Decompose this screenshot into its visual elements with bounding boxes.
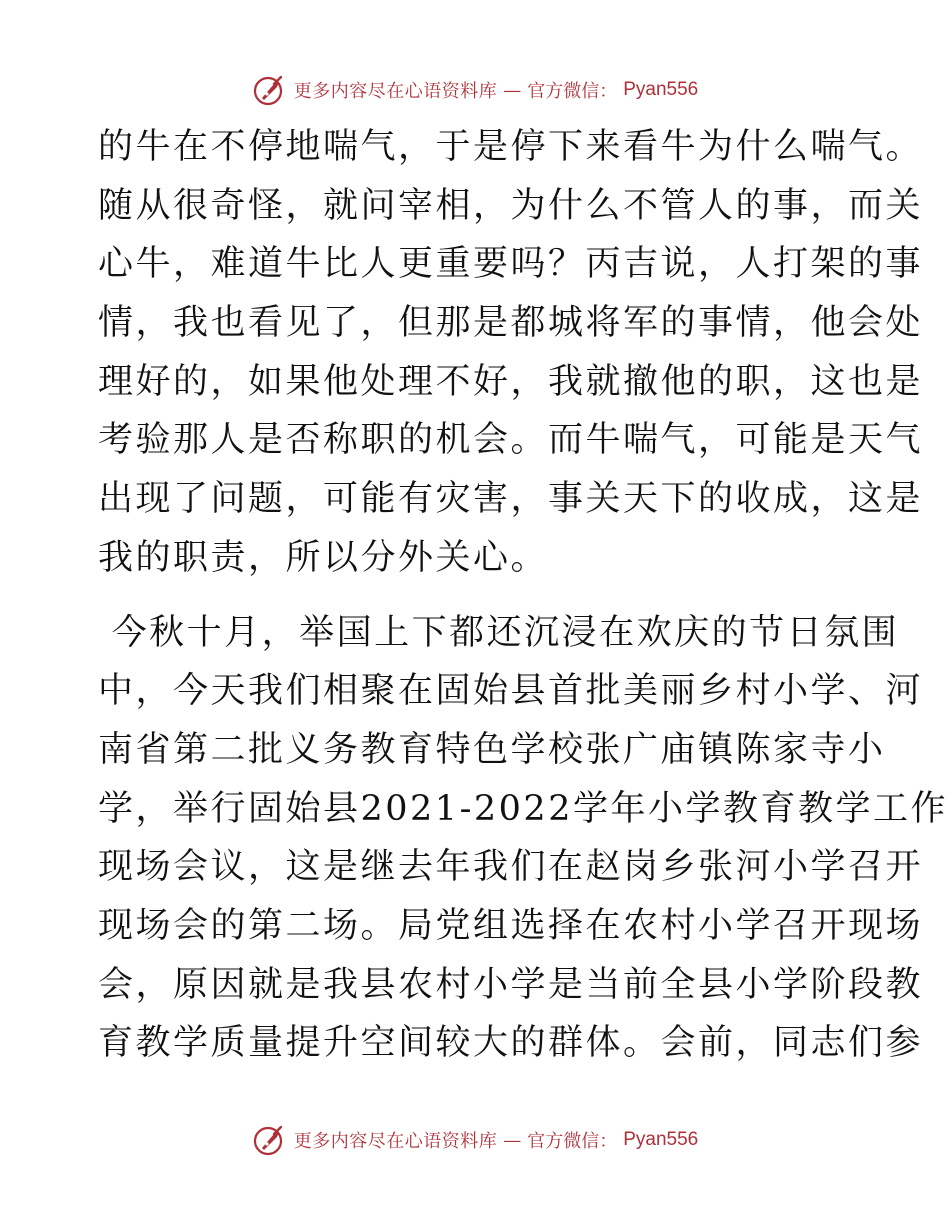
text-line: 考验那人是否称职的机会。而牛喘气，可能是天气 xyxy=(98,420,924,461)
text-line: 的牛在不停地喘气，于是停下来看牛为什么喘气。 xyxy=(98,127,924,167)
wechat-label: 官方微信： xyxy=(527,81,618,102)
text-line: 学，举行固始县2021-2022学年小学教育教学工作 xyxy=(98,788,948,829)
banner-dash: — xyxy=(503,79,522,101)
text-line: 中，今天我们相聚在固始县首批美丽乡村小学、河 xyxy=(98,671,924,712)
brand-text: 更多内容尽在心语资料库 xyxy=(293,1131,498,1152)
text-line: 心牛，难道牛比人更重要吗？丙吉说，人打架的事 xyxy=(98,244,924,285)
text-line: 理好的，如果他处理不好，我就撤他的职，这也是 xyxy=(98,361,924,402)
pen-nib-logo-icon xyxy=(252,72,288,108)
text-line: 出现了问题，可能有灾害，事关天下的收成，这是 xyxy=(98,479,924,520)
pen-nib-logo-icon xyxy=(252,1122,288,1158)
text-line: 南省第二批义务教育特色学校张广庙镇陈家寺小 xyxy=(98,729,886,770)
text-line: 育教学质量提升空间较大的群体。会前，同志们参 xyxy=(98,1023,924,1064)
document-body xyxy=(98,118,948,1073)
text-line: 我的职责，所以分外关心。 xyxy=(98,537,549,578)
text-line: 随从很奇怪，就问宰相，为什么不管人的事，而关 xyxy=(98,185,924,226)
footer-watermark-banner xyxy=(0,1120,950,1160)
text-line: 现场会议，这是继去年我们在赵岗乡张河小学召开 xyxy=(98,847,924,888)
wechat-id: Pyan556 xyxy=(623,1129,699,1150)
brand-text: 更多内容尽在心语资料库 xyxy=(293,81,498,102)
banner-dash: — xyxy=(503,1129,522,1151)
header-watermark-banner xyxy=(0,70,950,110)
wechat-id: Pyan556 xyxy=(623,79,699,100)
paragraph xyxy=(98,118,924,588)
wechat-label: 官方微信： xyxy=(527,1131,618,1152)
text-line: 今秋十月，举国上下都还沉浸在欢庆的节日氛围 xyxy=(98,612,900,653)
text-line: 会，原因就是我县农村小学是当前全县小学阶段教 xyxy=(98,964,924,1005)
text-line: 现场会的第二场。局党组选择在农村小学召开现场 xyxy=(98,905,924,946)
text-line: 情，我也看见了，但那是都城将军的事情，他会处 xyxy=(98,303,924,344)
paragraph-spacer xyxy=(98,588,858,604)
paragraph xyxy=(98,604,948,1074)
